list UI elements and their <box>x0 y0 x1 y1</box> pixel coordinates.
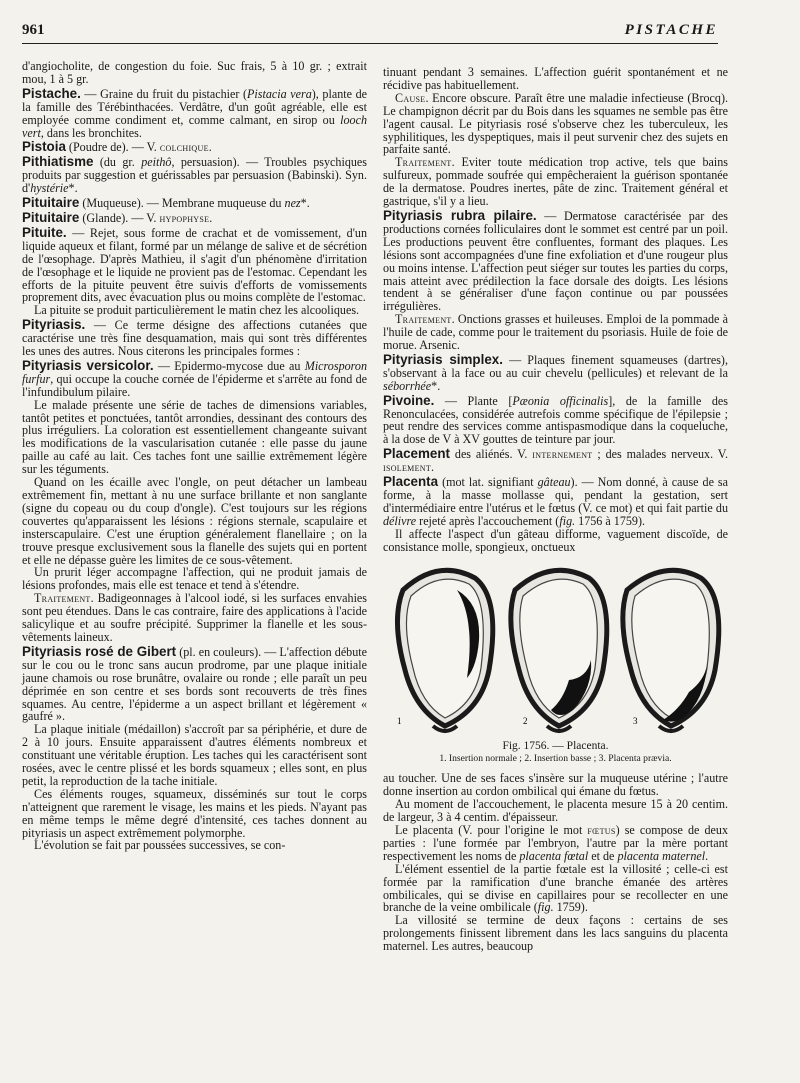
running-head: PISTACHE <box>624 22 718 38</box>
figure-caption: Fig. 1756. — Placenta. <box>502 739 609 752</box>
figure-label-2: 2 <box>523 715 528 726</box>
headword: Placenta <box>383 474 439 490</box>
section-label: Cause <box>395 90 426 105</box>
placenta-figure <box>383 560 728 736</box>
entry-text: . Encore obscure. Paraît être une maladie infectieuse (Brocq). Le champignon décrit par du Bois dans les squames ne semble pas être l'agent causal. Le pityriasis rosé s'observe chez les tuberculeux, les syphilitiques, les dyspeptiques, mais il peut survenir chez des sujets en parfaite santé. <box>383 90 728 157</box>
entry-text: — Epidermo-mycose due au <box>153 358 305 373</box>
figure-label-1: 1 <box>397 715 402 726</box>
entry-placenta <box>383 476 728 528</box>
entry-text: ), plante de la famille des Térébinthacées. Verdâtre, d'un goût agréable, elle est employée comme condiment et, comme calmant, en sirop ou <box>22 86 367 127</box>
cross-reference: internement <box>532 447 593 462</box>
paragraph: Quand on les écaille avec l'ongle, on peut détacher un lambeau extrêmement fin, mettant à nu une surface brillante et non sanglante (signe du copeau ou du coup d'ongle). C'est toujours sur les régions couvertes qu'apparaissent les lésions : régions sternale, scapulaire et insterscapulaire. C'est une éruption généralement flanellaire ; on la trouve presque exclusivement sous la flanelle des sujets qui en portent et elle ne dépasse guère les limites de ce sous-vêtement. <box>22 475 367 567</box>
paragraph: La villosité se termine de deux façons : certains de ses prolongements finissent librement dans les lacs sanguins du placenta maternel. Les autres, beaucoup <box>383 913 728 954</box>
headword: Pistoia <box>22 139 66 155</box>
term: placenta maternel <box>617 848 706 863</box>
placenta-illustration <box>383 560 728 736</box>
figure-label-3: 3 <box>633 715 638 726</box>
entry-text: — Plante [ <box>434 393 513 408</box>
page-header <box>22 22 718 44</box>
greek-term: peithô <box>141 155 172 170</box>
entry-text: (Glande). — V. <box>79 210 160 225</box>
entry-text: rejeté après l'accouchement ( <box>416 513 560 528</box>
headword: Pivoine. <box>383 392 435 408</box>
treatment-paragraph <box>383 156 728 208</box>
entry-text: . Eviter toute médication trop active, tels que bains sulfureux, pommade soufrée qui empêcheraient la guérison spontanée de la dermatose. Poudres inertes, pâte de zinc. Traitement général et gastrique, s'il y a lieu. <box>383 155 728 209</box>
paragraph: Un prurit léger accompagne l'affection, qui ne produit jamais de lésions profondes, mais elle est tenace et tend à s'étendre. <box>22 565 367 593</box>
entry-text: . <box>431 460 435 475</box>
left-column <box>22 60 367 852</box>
entry-text: , dans les bronchites. <box>40 125 142 140</box>
entry-pityriasis <box>22 319 367 358</box>
entry-text: — Ce terme désigne des affections cutanées que caractérise une très fine desquamation, mais qui sont très différentes les unes des autres. Nous citerons les principales formes : <box>22 318 367 359</box>
paragraph <box>383 824 728 863</box>
entry-text: — Plaques finement squameuses (dartres), s'observant à la face ou au cuir chevelu (pellicules) et relevant de la <box>383 352 728 380</box>
entry-pistache <box>22 85 367 140</box>
paragraph: Il affecte l'aspect d'un gâteau difforme, vaguement discoïde, de consistance molle, spongieux, onctueux <box>383 526 728 554</box>
headword: Pityriasis versicolor. <box>22 357 154 373</box>
entry-text: (du gr. <box>93 155 142 170</box>
cross-reference: colchique <box>159 140 209 155</box>
entry-text: L'élément essentiel de la partie fœtale est la villosité ; celle-ci est formée par la ramification d'une branche émanée des artères ombilicales, qui se divise en capillaires pour se recollecter en une branche de la veine ombilicale ( <box>383 861 728 915</box>
headword: Pituitaire <box>22 209 80 225</box>
paragraph: au toucher. Une de ses faces s'insère sur la muqueuse utérine ; l'autre donne insertion au cordon ombilical qui émane du fœtus. <box>383 771 728 799</box>
cross-term: hystérie <box>30 181 69 196</box>
continued-paragraph: tinuant pendant 3 semaines. L'affection guérit spontanément et ne récidive pas habituellement. <box>383 65 728 92</box>
entry-pityriasis-simplex <box>383 351 728 393</box>
entry-placement <box>383 448 728 474</box>
cross-term: looch vert <box>22 112 367 140</box>
page-number: 961 <box>22 22 45 38</box>
paragraph: La pituite se produit particulièrement le matin chez les alcooliques. <box>34 303 360 318</box>
headword: Pituitaire <box>22 195 80 211</box>
entry-text: 1756 à 1759). <box>575 513 646 528</box>
entry-text: (pl. en couleurs). — L'affection débute sur le cou ou le tronc sans aucun prodrome, par une plaque initiale jaune chamois ou rose brunâtre, ovalaire ou ronde ; elle paraît un peu déprimée en son centre et ses bords sont recouverts de très fines squames. Au centre, l'épiderme a un aspect brillant et légèrement « gaufré ». <box>22 644 368 724</box>
entry-text: . <box>705 848 709 863</box>
entry-text: . Badigeonnages à l'alcool iodé, si les surfaces envahies sont peu étendues. Dans le cas contraire, faire des applications à l'acide salicylique et au soufre précipité. Supprimer la flanelle et les sous-vêtements laineux. <box>22 591 367 644</box>
entry-text: et de <box>588 848 618 863</box>
entry-text: — Dermatose caractérisée par des productions cornées folliculaires dont le sommet est centré par un poil. Les productions peuvent être confluentes, formant des plaques. Les lésions sont accompagnées d'une fine exfoliation et d'une rougeur plus ou moins intense. L'affection peut siéger sur toutes les parties du corps, mais atteint avec prédilection la face dorsale des doigts. Les lésions tendent à se généraliser d'une façon continue ou par poussées irrégulières. <box>383 208 729 314</box>
cross-term: délivre <box>383 513 417 528</box>
headword: Pistache. <box>22 85 81 101</box>
entry-pituitaire-muqueuse <box>22 197 367 210</box>
entry-text: — Rejet, sous forme de crachat et de vomissement, d'un liquide aqueux et filant, formé par un mélange de salive et de sécrétion de l'œsophage. D'après Mathieu, il s'agit d'un phénomène d'irritation de l'œsophage et le liquide ne provient pas de l'estomac. Cependant les efforts de la pituite peuvent être suivis d'efforts de vomissements proprement dits, avec évacuation plus ou moins complète de l'estomac. <box>22 225 367 305</box>
treatment-paragraph <box>383 313 728 352</box>
latin-name: Pistacia vera <box>247 86 312 101</box>
paragraph: La plaque initiale (médaillon) s'accroît par sa périphérie, et dure de 2 à 10 jours. Ensuite apparaissent d'autres éléments nombreux et constituant une véritable éruption. Les taches qui les caractérisent sont rosées, avec le centre plissé et les bords squameux ; elles sont, en plus petit, la reproduction de la tache initiale. <box>22 722 367 788</box>
entry-pityriasis-rubra-pilaire <box>383 207 729 314</box>
entry-pistoia <box>22 141 367 154</box>
entry-text: — Graine du fruit du pistachier ( <box>80 86 248 101</box>
entry-text: , persuasion). — Troubles psychiques produits par suggestion et guérissables par persuasion (Babinski). Syn. d' <box>22 155 368 196</box>
continued-paragraph: d'angiocholite, de congestion du foie. Suc frais, 5 à 10 gr. ; extrait mou, 1 à 5 gr. <box>22 59 367 86</box>
entry-pivoine <box>383 392 729 447</box>
cross-term: nez <box>284 196 301 211</box>
section-label: Traitement <box>395 312 452 327</box>
entry-text: (Muqueuse). — Membrane muqueuse du <box>79 196 285 211</box>
entry-text: . <box>209 210 213 225</box>
entry-text: ], de la famille des Renonculacées, considérée autrefois comme spécifique de l'épilepsie ; peut rendre des services comme antispasmodique dans la coqueluche, à la dose de V à XV gouttes de teinture par jour. <box>383 393 729 447</box>
entry-text: ). — Nom donné, à cause de sa forme, à la masse mollasse qui, pendant la gestation, sert d'intermédiaire entre l'utérus et le fœtus (V. ce mot) et qui fait partie du <box>383 475 728 515</box>
paragraph: Ces éléments rouges, squameux, disséminés sur tout le corps n'atteignent que rarement le visage, les mains et les pieds. N'ayant pas en même temps le même degré d'intensité, ces taches donnent au pityriasis un aspect extrêmement polymorphe. <box>22 786 367 840</box>
entry-text: (Poudre de). — V. <box>65 140 160 155</box>
entry-pithiatisme <box>22 156 367 195</box>
headword: Pityriasis. <box>22 317 86 333</box>
paragraph: L'évolution se fait par poussées successives, se con- <box>34 838 286 853</box>
entry-text: des aliénés. V. <box>450 447 533 462</box>
entry-text: 1759). <box>553 900 588 915</box>
entry-text: *. <box>300 196 310 211</box>
latin-name: Microsporon furfur <box>22 358 368 386</box>
entry-text: Le placenta (V. pour l'origine le mot <box>395 822 588 837</box>
entry-text: ; des malades nerveux. V. <box>592 447 728 462</box>
headword: Pituite. <box>22 224 67 240</box>
entry-text: . <box>208 140 212 155</box>
term: placenta fœtal <box>519 848 589 863</box>
treatment-paragraph <box>22 592 367 644</box>
paragraph: Le malade présente une série de taches de dimensions variables, tantôt petites et ponctuées, tantôt arrondies, dessinant des contours des plus irréguliers. La coloration est essentiellement changeante suivant les modifications de la vascularisation cutanée : elle passe du jaune paille au café au lait. Ces taches font une saillie extrêmement légère sur les téguments. <box>22 397 367 477</box>
entry-text: , qui occupe la couche cornée de l'épiderme et s'arrête au fond de l'infundibulum pilaire. <box>22 371 367 399</box>
entry-text: (mot lat. signifiant <box>438 475 538 490</box>
cross-reference: fœtus <box>587 822 616 837</box>
latin-name: Pæonia officinalis <box>512 393 609 408</box>
headword: Pityriasis simplex. <box>383 351 503 367</box>
figure-legend: 1. Insertion normale ; 2. Insertion basse ; 3. Placenta prævia. <box>439 753 672 765</box>
headword: Placement <box>383 446 450 462</box>
section-label: Traitement <box>395 155 452 170</box>
entry-pityriasis-rose-gibert <box>22 643 368 724</box>
cross-reference: isolement <box>383 460 432 475</box>
headword: Pityriasis rosé de Gibert <box>22 643 177 659</box>
entry-pityriasis-versicolor <box>22 357 368 399</box>
headword: Pithiatisme <box>22 154 94 170</box>
headword: Pityriasis rubra pilaire. <box>383 207 537 223</box>
entry-text: *. <box>68 181 78 196</box>
cross-term: séborrhée <box>383 378 432 393</box>
section-label: Traitement <box>34 591 91 606</box>
entry-text: ) se compose de deux parties : l'une formée par l'embryon, l'autre par la mère portant respectivement les noms de <box>383 822 728 863</box>
paragraph <box>383 863 728 915</box>
paragraph: Au moment de l'accouchement, le placenta mesure 15 à 20 centim. de largeur, 3 à 4 centim. d'épaisseur. <box>383 797 728 825</box>
right-column <box>383 66 728 953</box>
entry-text: *. <box>431 378 441 393</box>
latin-term: gâteau <box>537 475 571 490</box>
cause-paragraph <box>383 92 728 157</box>
cross-reference: hypophyse <box>159 210 210 225</box>
figure-ref: fig. <box>559 513 576 528</box>
entry-pituitaire-glande <box>22 209 367 225</box>
entry-text: . Onctions grasses et huileuses. Emploi de la pommade à l'huile de cade, comme pour le traitement du psoriasis. Huile de foie de morue. Arsenic. <box>383 312 728 353</box>
figure-ref: fig. <box>537 900 554 915</box>
entry-pituite <box>22 224 367 305</box>
